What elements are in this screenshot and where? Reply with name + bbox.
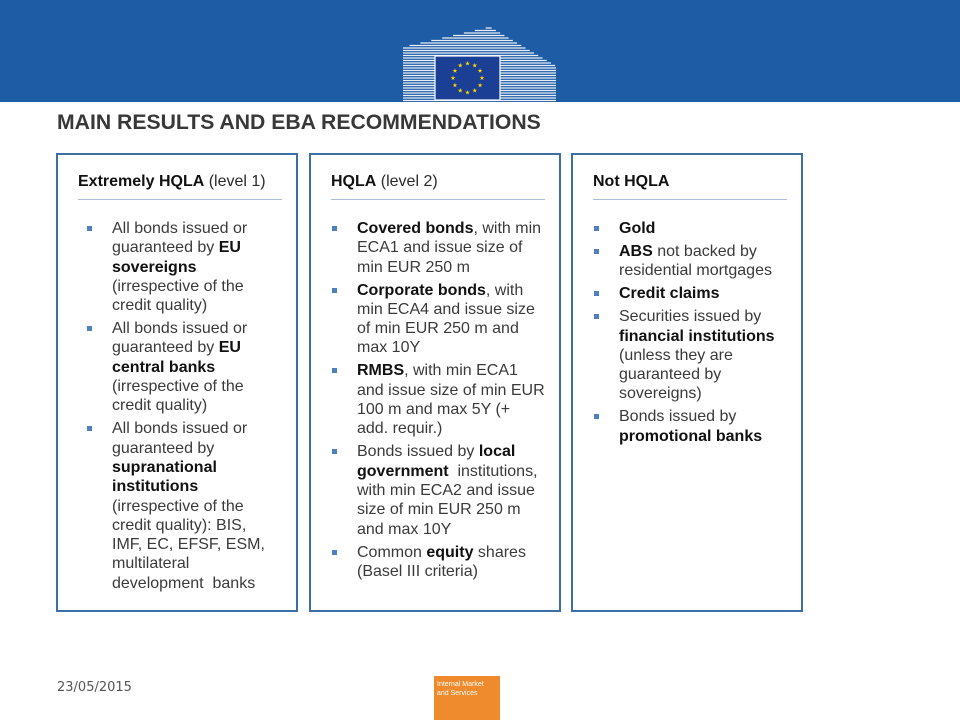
- column-heading-level: (level 1): [208, 173, 266, 190]
- slide-date: 23/05/2015: [57, 680, 132, 695]
- item-text-bold: Covered bonds: [357, 220, 474, 237]
- list-item: [357, 219, 557, 277]
- square-bullet-icon: [332, 288, 337, 293]
- item-text-bold: ABS: [619, 242, 653, 260]
- item-text: (irrespective of the credit quality): [112, 277, 244, 315]
- column-not-hqla: [571, 153, 803, 612]
- list-item: [112, 419, 294, 593]
- square-bullet-icon: [594, 314, 599, 319]
- logo-text-line: and Services: [437, 690, 478, 697]
- square-bullet-icon: [332, 550, 337, 555]
- item-text: Bonds issued by: [357, 443, 479, 461]
- item-text-bold: equity: [426, 543, 474, 561]
- square-bullet-icon: [594, 249, 599, 254]
- item-text: institutions, with min ECA2 and issue size of min EUR 250 m and max 10Y: [357, 462, 538, 538]
- list-item: [619, 407, 799, 446]
- column-heading: [78, 172, 266, 191]
- item-text: shares (Basel III criteria): [357, 543, 526, 580]
- internal-market-services-logo: [434, 676, 500, 720]
- item-text-bold: Credit claims: [619, 285, 720, 303]
- square-bullet-icon: [87, 226, 92, 231]
- item-text: Securities issued by: [619, 308, 762, 326]
- item-text-bold: promotional banks: [619, 427, 763, 445]
- item-text: Bonds issued by: [619, 408, 737, 426]
- square-bullet-icon: [594, 226, 599, 231]
- item-text: , with min ECA4 and issue size of min EUR 250 m and max 10Y: [357, 281, 535, 357]
- bullet-list: [112, 219, 294, 597]
- column-divider: [593, 199, 787, 200]
- column-heading: [593, 172, 669, 191]
- column-extremely-hqla: [56, 153, 298, 612]
- item-text-bold: supranational institutions: [112, 458, 217, 496]
- item-text-bold: local government: [357, 443, 516, 480]
- item-text-bold: EU central banks: [112, 339, 241, 376]
- column-heading-title: Not HQLA: [593, 173, 670, 190]
- item-text: , with min ECA1 and issue size of min EUR 250 m: [357, 220, 542, 276]
- square-bullet-icon: [87, 426, 92, 431]
- item-text: (irrespective of the credit quality): [112, 378, 244, 415]
- square-bullet-icon: [87, 326, 92, 331]
- column-heading-level: (level 2): [380, 173, 438, 190]
- list-item: [357, 543, 557, 582]
- column-heading: [331, 172, 438, 191]
- list-item: [357, 361, 557, 438]
- column-heading-title: Extremely HQLA: [78, 173, 205, 190]
- column-hqla-level-2: [309, 153, 561, 612]
- logo-text-line: Internal Market: [437, 681, 484, 688]
- square-bullet-icon: [594, 414, 599, 419]
- slide-title: MAIN RESULTS AND EBA RECOMMENDATIONS: [57, 111, 541, 134]
- list-item: [357, 281, 557, 358]
- item-text: All bonds issued or guaranteed by: [112, 320, 248, 357]
- item-text-bold: Corporate bonds: [357, 281, 486, 299]
- item-text-bold: EU sovereigns: [112, 239, 241, 276]
- list-item: [112, 319, 294, 415]
- list-item: [619, 219, 799, 238]
- item-text: Common: [357, 543, 427, 561]
- list-item: [619, 307, 799, 403]
- bullet-list: [619, 219, 799, 450]
- square-bullet-icon: [332, 226, 337, 231]
- square-bullet-icon: [332, 368, 337, 373]
- list-item: [619, 284, 799, 303]
- square-bullet-icon: [332, 449, 337, 454]
- item-text: All bonds issued or guaranteed by: [112, 420, 248, 457]
- item-text: , with min ECA1 and issue size of min EUR 100 m and max 5Y (+ add. requir.): [357, 362, 545, 438]
- european-commission-logo: [396, 20, 564, 106]
- item-text: not backed by residential mortgages: [619, 242, 772, 280]
- square-bullet-icon: [594, 291, 599, 296]
- column-heading-title: HQLA: [331, 173, 377, 190]
- item-text-bold: Gold: [619, 220, 656, 237]
- column-divider: [78, 199, 282, 200]
- item-text-bold: RMBS: [357, 362, 405, 380]
- list-item: [619, 242, 799, 281]
- item-text: All bonds issued or guaranteed by: [112, 220, 248, 257]
- bullet-list: [357, 219, 557, 585]
- item-text-bold: financial institutions: [619, 327, 775, 345]
- list-item: [112, 219, 294, 315]
- item-text: (irrespective of the credit quality): BIS, IMF, EC, EFSF, ESM, multilateral development banks: [112, 497, 265, 592]
- column-divider: [331, 199, 545, 200]
- list-item: [357, 442, 557, 538]
- item-text: (unless they are guaranteed by sovereigns): [619, 346, 733, 403]
